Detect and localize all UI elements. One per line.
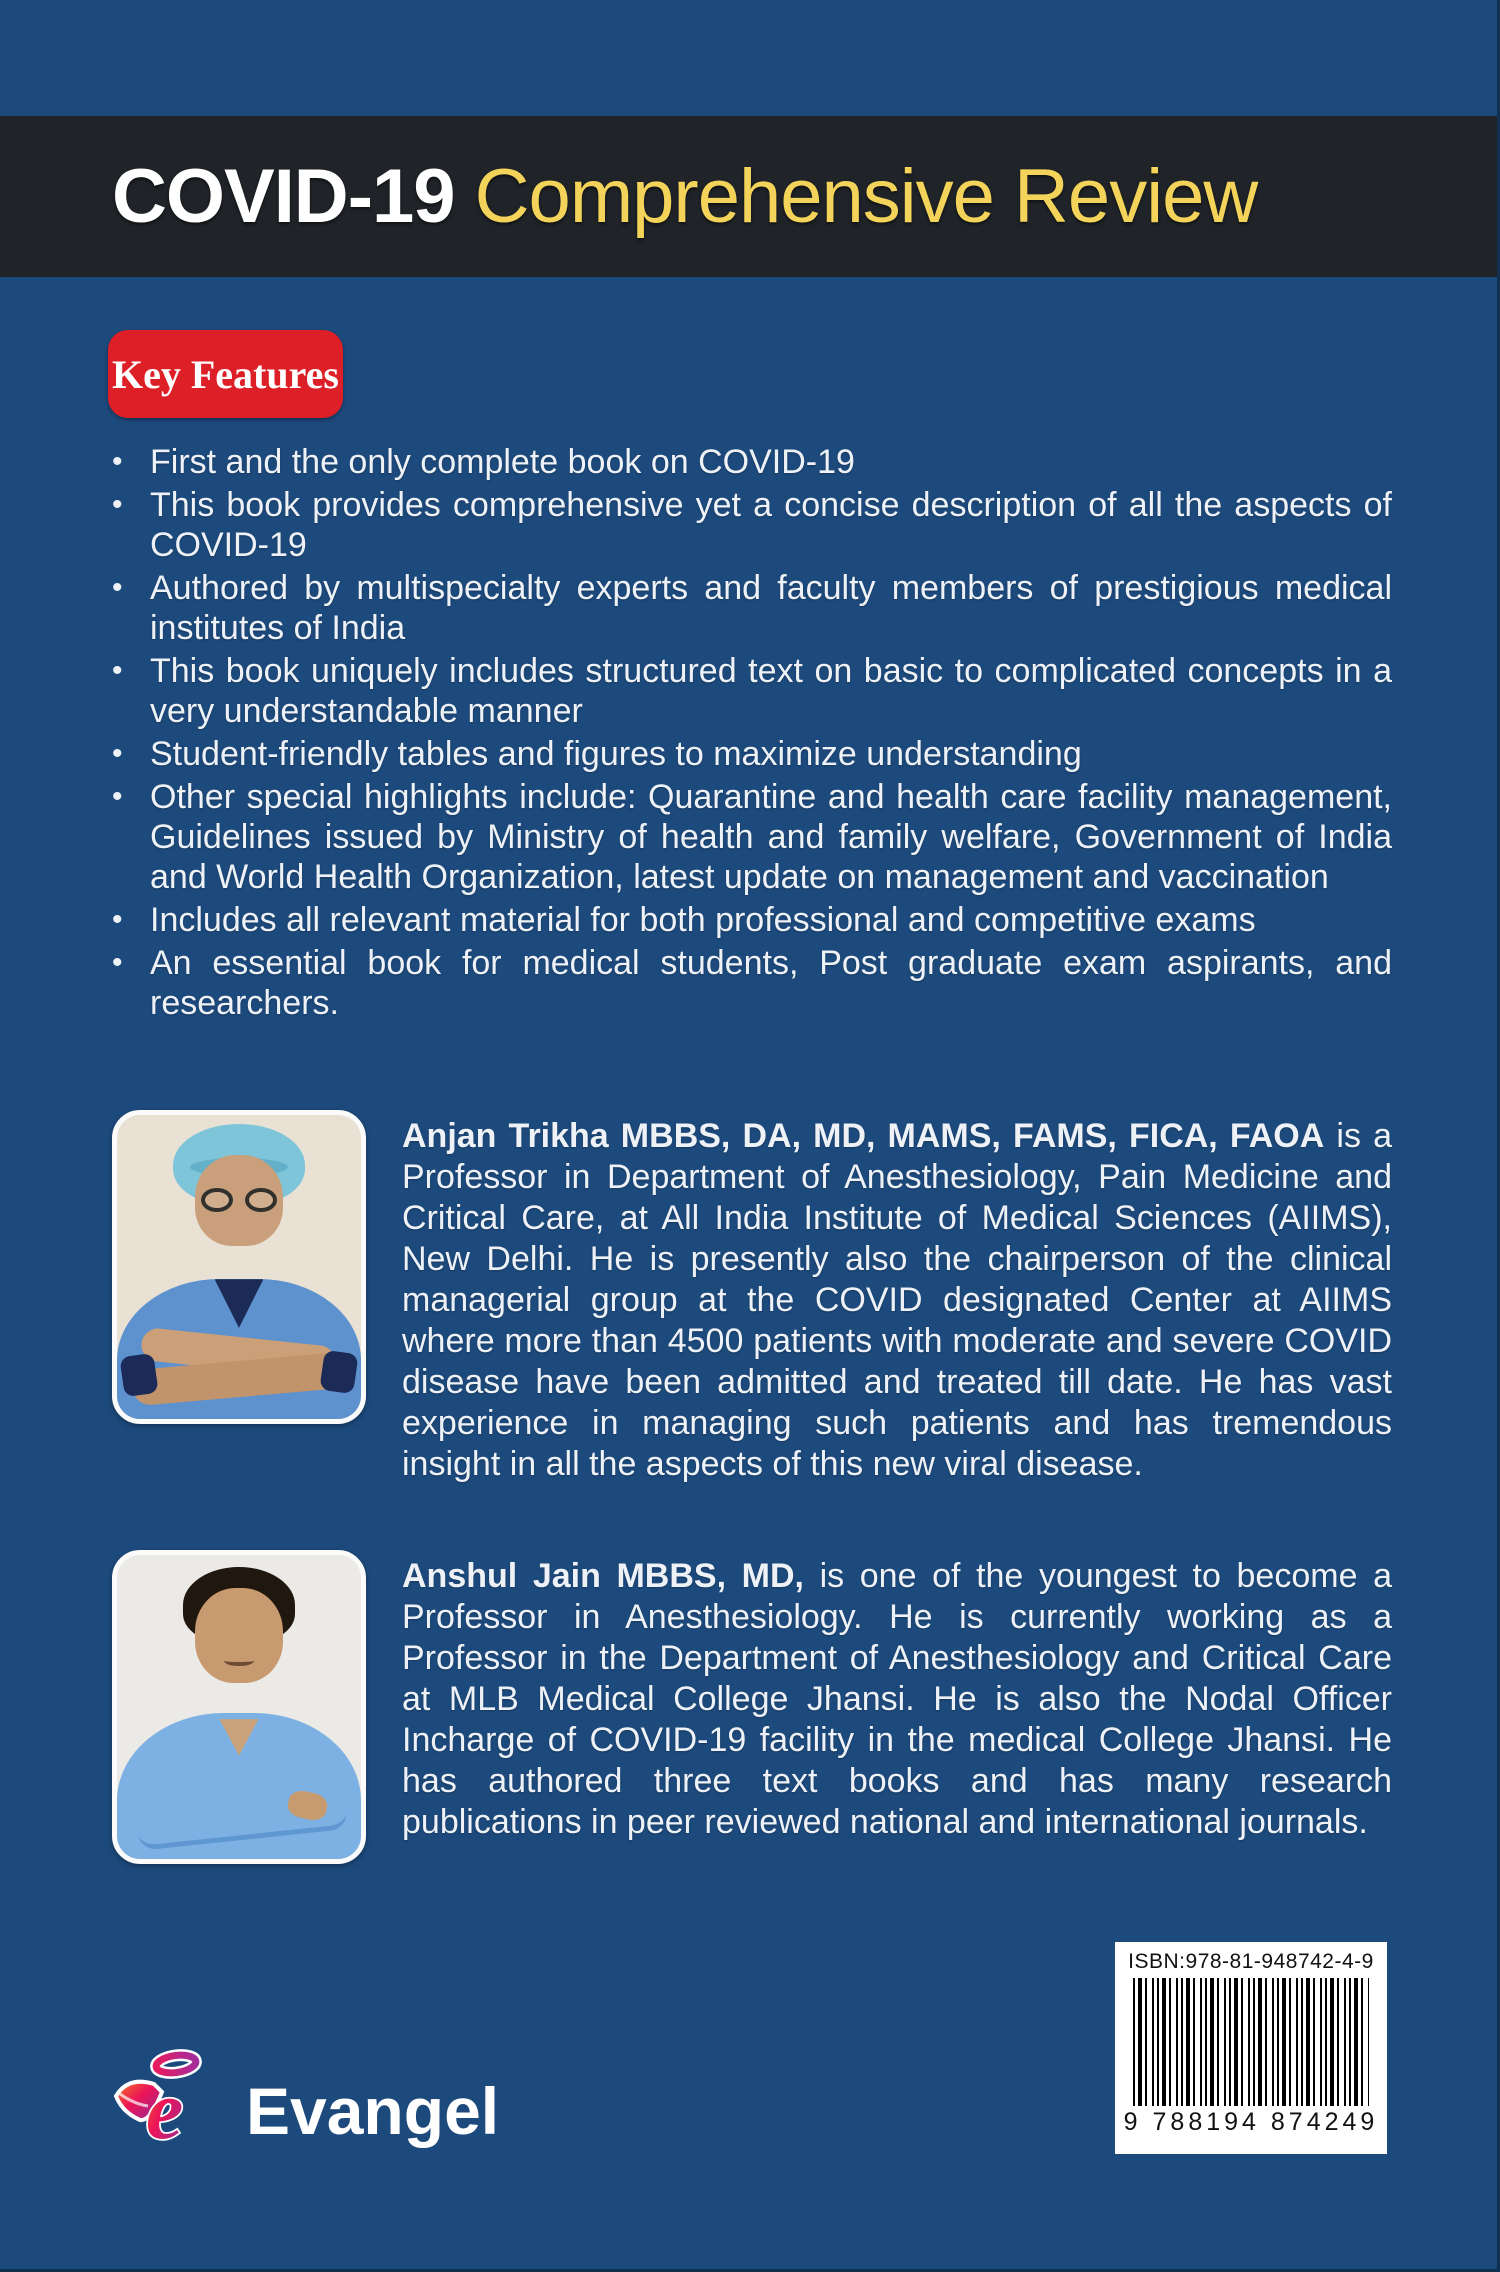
book-title-covid: COVID-19 (112, 154, 455, 239)
author-bio-anjan-trikha (402, 1116, 1392, 1485)
feature-text: Student-friendly tables and figures to maximize understanding (150, 735, 1082, 773)
isbn-barcode (1115, 1942, 1387, 2154)
list-item (112, 651, 1392, 731)
key-features-list (112, 442, 1392, 1026)
barcode-number: 9 788194 874249 (1123, 2108, 1379, 2136)
face (195, 1588, 283, 1682)
glasses-icon (245, 1188, 277, 1212)
feature-text: Includes all relevant material for both professional and competitive exams (150, 901, 1256, 939)
bullet-icon: • (112, 946, 123, 979)
key-features-badge (108, 330, 343, 418)
publisher-name: Evangel (246, 2074, 500, 2148)
title-band (0, 116, 1497, 277)
author-bio-text: is one of the youngest to become a Professor in Anesthesiology. He is currently working as a Professor in the Department of Anesthesiology and Critical Care at MLB Medical College Jhansi. He is also the Nodal Officer Incharge of COVID-19 facility in the medical College Jhansi. He has authored three text books and has many research publications in peer reviewed national and international journals. (402, 1557, 1392, 1841)
svg-text:e: e (146, 2064, 184, 2157)
bullet-icon: • (112, 780, 123, 813)
author-bio-text: is a Professor in Department of Anesthesiology, Pain Medicine and Critical Care, at All India Institute of Medical Sciences (AIIMS), New Delhi. He is presently also the chairperson of the clinical managerial group at the COVID designated Center at AIIMS where more than 4500 patients with moderate and severe COVID disease have been admitted and treated till date. He has vast experience in managing such patients and has tremendous insight in all the aspects of this new viral disease. (402, 1117, 1392, 1483)
isbn-label: ISBN:978-81-948742-4-9 (1128, 1950, 1374, 1973)
author-name: Anshul Jain MBBS, MD, (402, 1557, 804, 1595)
feature-text: First and the only complete book on COVID-19 (150, 443, 855, 481)
feature-text: Other special highlights include: Quarantine and health care facility management, Guidelines issued by Ministry of health and family welfare, Government of India and World Health Organization, latest update on management and vaccination (150, 778, 1392, 896)
barcode-bars (1133, 1978, 1369, 2106)
feature-text: This book uniquely includes structured text on basic to complicated concepts in a very understandable manner (150, 652, 1392, 730)
key-features-badge-label: Key Features (112, 351, 339, 397)
bullet-icon: • (112, 654, 123, 687)
feature-text: Authored by multispecialty experts and faculty members of prestigious medical institutes of India (150, 569, 1392, 647)
list-item (112, 568, 1392, 648)
author-photo-anjan-trikha (112, 1110, 366, 1424)
list-item (112, 900, 1392, 940)
list-item (112, 442, 1392, 482)
evangel-angel-e-logo-icon (110, 2048, 230, 2160)
feature-text: This book provides comprehensive yet a concise description of all the aspects of COVID-19 (150, 486, 1392, 564)
glasses-icon (201, 1188, 233, 1212)
author-bio-anshul-jain (402, 1556, 1392, 1843)
book-title (0, 153, 1257, 240)
bullet-icon: • (112, 445, 123, 478)
list-item (112, 734, 1392, 774)
publisher-logo (110, 2048, 499, 2160)
book-title-subtitle: Comprehensive Review (474, 154, 1258, 239)
feature-text: An essential book for medical students, Post graduate exam aspirants, and researchers. (150, 944, 1392, 1022)
bullet-icon: • (112, 488, 123, 521)
author-name: Anjan Trikha MBBS, DA, MD, MAMS, FAMS, FICA, FAOA (402, 1117, 1325, 1155)
author-photo-anshul-jain (112, 1550, 366, 1864)
list-item (112, 777, 1392, 897)
bullet-icon: • (112, 571, 123, 604)
list-item (112, 485, 1392, 565)
bullet-icon: • (112, 737, 123, 770)
bullet-icon: • (112, 903, 123, 936)
list-item (112, 943, 1392, 1023)
